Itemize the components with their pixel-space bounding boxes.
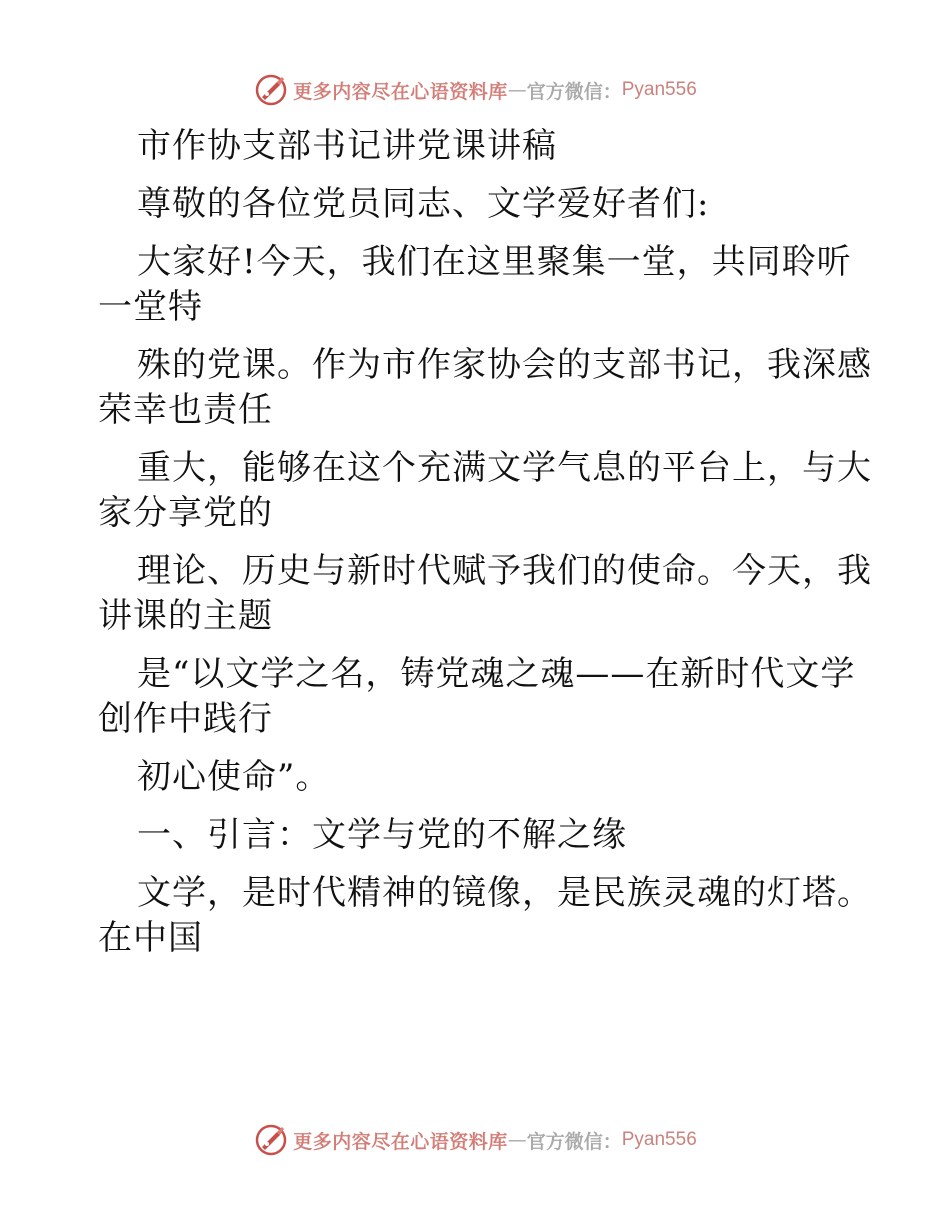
paragraph-line: 殊的党课。作为市作家协会的支部书记，我深感 xyxy=(137,345,872,385)
footer-watermark-banner xyxy=(0,1120,950,1160)
paragraph-line: 理论、历史与新时代赋予我们的使命。今天，我 xyxy=(137,551,872,591)
paragraph-line: 重大，能够在这个充满文学气息的平台上，与大 xyxy=(137,448,872,488)
watermark-separator: — xyxy=(507,79,527,101)
paragraph-line: 是“以文学之名，铸党魂之魂——在新时代文学 xyxy=(137,654,856,694)
paragraph-line: 一堂特 xyxy=(98,287,203,327)
paragraph-line: 讲课的主题 xyxy=(98,596,273,636)
paragraph-line: 文学，是时代精神的镜像，是民族灵魂的灯塔。 xyxy=(137,873,872,913)
watermark-brand-text: 更多内容尽在心语资料库 xyxy=(293,1130,508,1153)
watermark-wechat-id: Pyan556 xyxy=(621,79,697,100)
document-body xyxy=(98,124,872,961)
document-title: 市作协支部书记讲党课讲稿 xyxy=(137,126,557,166)
header-watermark-banner xyxy=(0,70,950,110)
watermark-wechat-id: Pyan556 xyxy=(621,1129,697,1150)
paragraph-line: 大家好!今天，我们在这里聚集一堂，共同聆听 xyxy=(137,242,852,282)
paragraph-line: 初心使命”。 xyxy=(137,757,331,797)
paragraph-line: 荣幸也责任 xyxy=(98,390,273,430)
watermark-separator: — xyxy=(507,1129,527,1151)
section-heading: 一、引言：文学与党的不解之缘 xyxy=(137,815,627,855)
watermark-brand-text: 更多内容尽在心语资料库 xyxy=(293,80,508,103)
paragraph-line: 创作中践行 xyxy=(98,699,273,739)
document-salutation: 尊敬的各位党员同志、文学爱好者们: xyxy=(137,184,710,224)
pen-logo-icon xyxy=(253,1122,289,1158)
paragraph-line: 家分享党的 xyxy=(98,493,273,533)
watermark-wechat-label: 官方微信： xyxy=(526,1130,622,1153)
paragraph-line: 在中国 xyxy=(98,918,203,958)
pen-logo-icon xyxy=(253,72,289,108)
watermark-wechat-label: 官方微信： xyxy=(526,80,622,103)
